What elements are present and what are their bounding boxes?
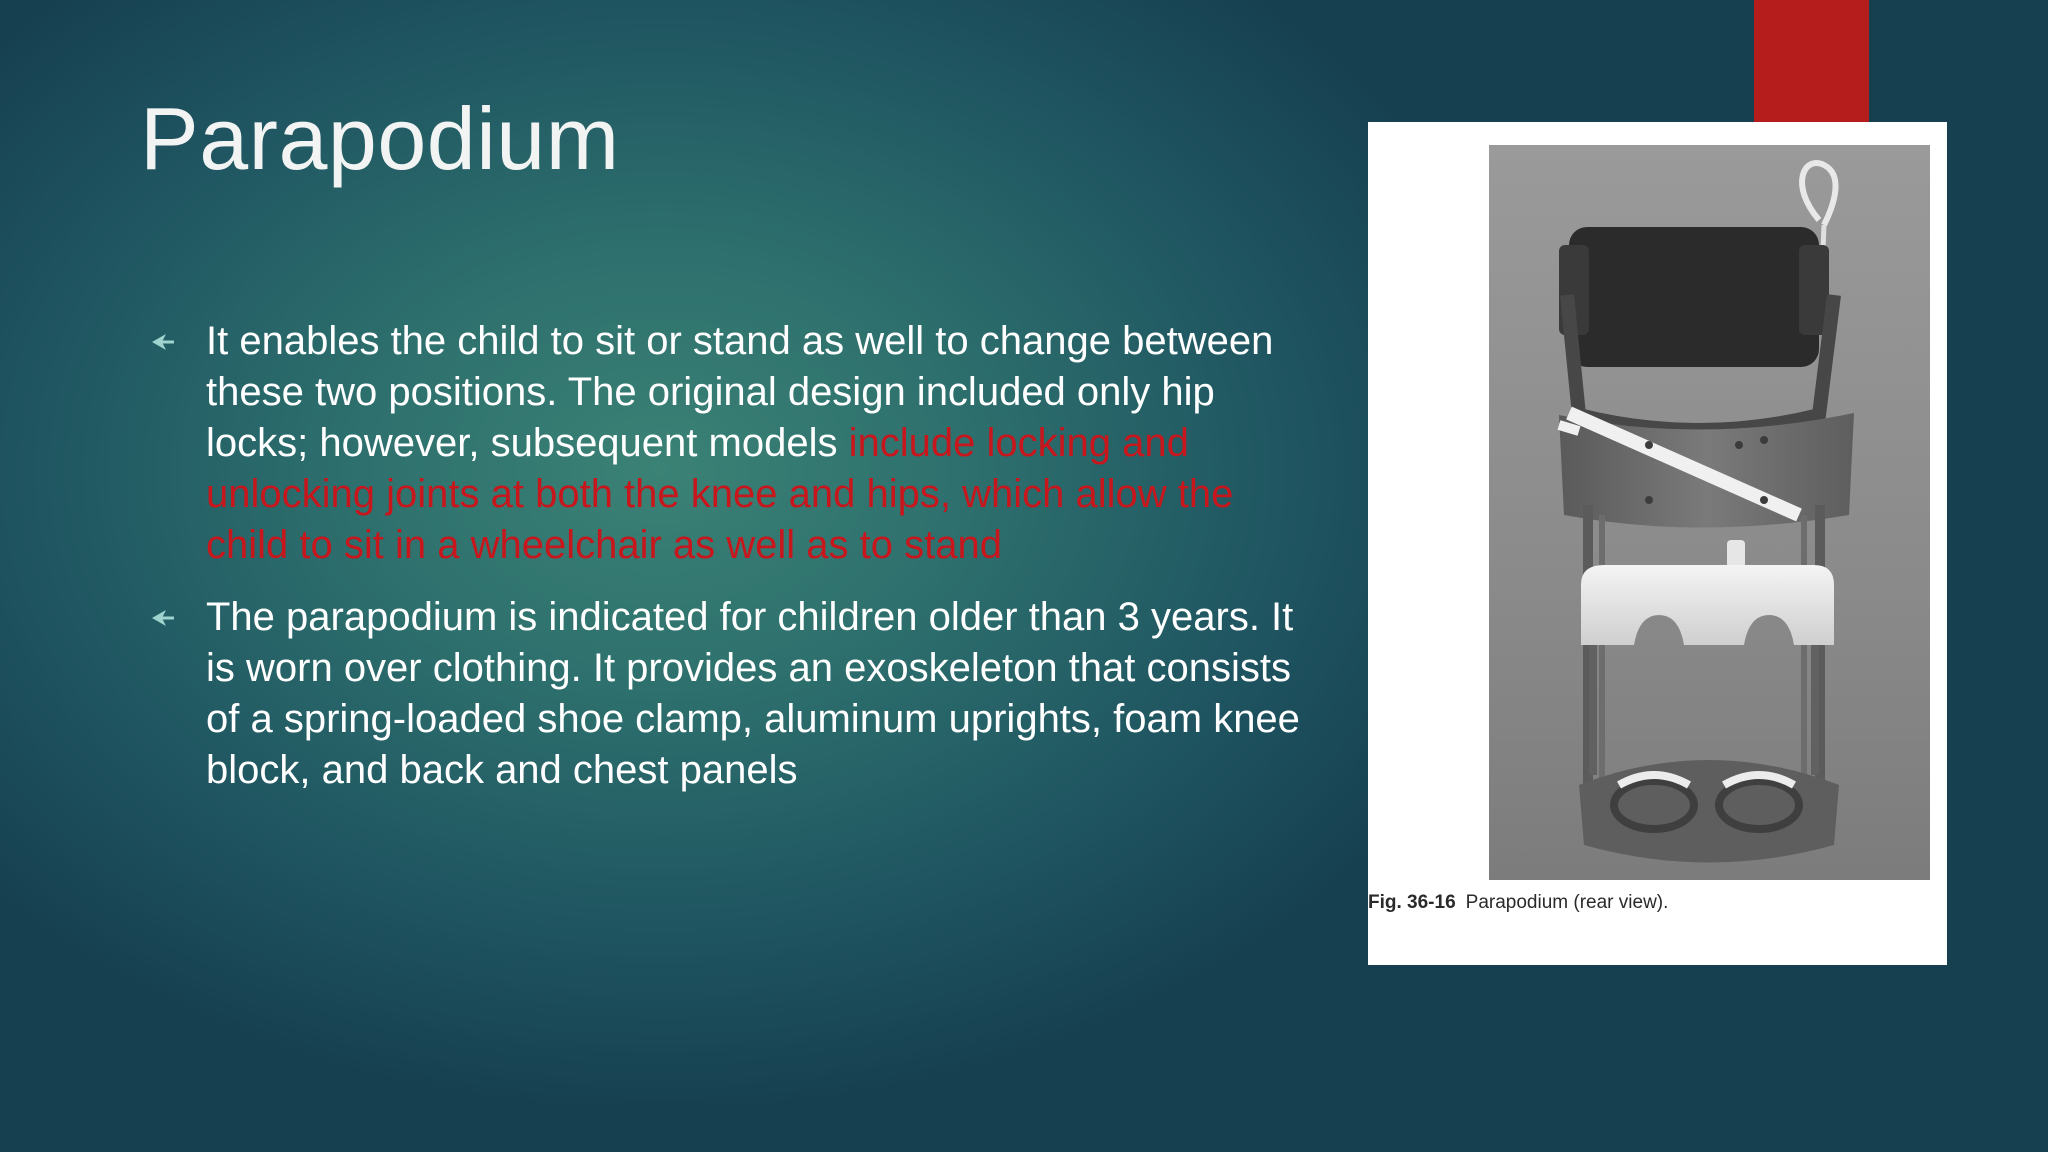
bullet-item — [148, 316, 1308, 571]
arrow-left-bullet-icon — [152, 609, 174, 627]
parapodium-illustration — [1489, 145, 1930, 880]
bullet-highlight-text: include locking and unlocking joints at both the knee and hips, which allow the child to sit in a wheelchair as well as to stand — [206, 421, 1234, 567]
figure-caption — [1368, 892, 1668, 914]
figure-caption-label: Fig. 36-16 — [1368, 892, 1456, 913]
figure-caption-text: Parapodium (rear view). — [1465, 892, 1669, 913]
figure-card — [1368, 122, 1947, 965]
parapodium-photo — [1489, 145, 1930, 880]
bullet-list — [148, 316, 1308, 817]
bullet-text: The parapodium is indicated for children older than 3 years. It is worn over clothing. It provides an exoskeleton that consists of a spring-loaded shoe clamp, aluminum uprights, foam knee block, and back and chest panels — [206, 595, 1300, 792]
accent-bar — [1754, 0, 1869, 124]
arrow-left-bullet-icon — [152, 333, 174, 351]
bullet-text: It enables the child to sit or stand as well to change between these two positions. The original design included only hip locks; however, subsequent models — [206, 319, 1274, 465]
slide-title: Parapodium — [140, 89, 620, 188]
bullet-item — [148, 592, 1308, 796]
